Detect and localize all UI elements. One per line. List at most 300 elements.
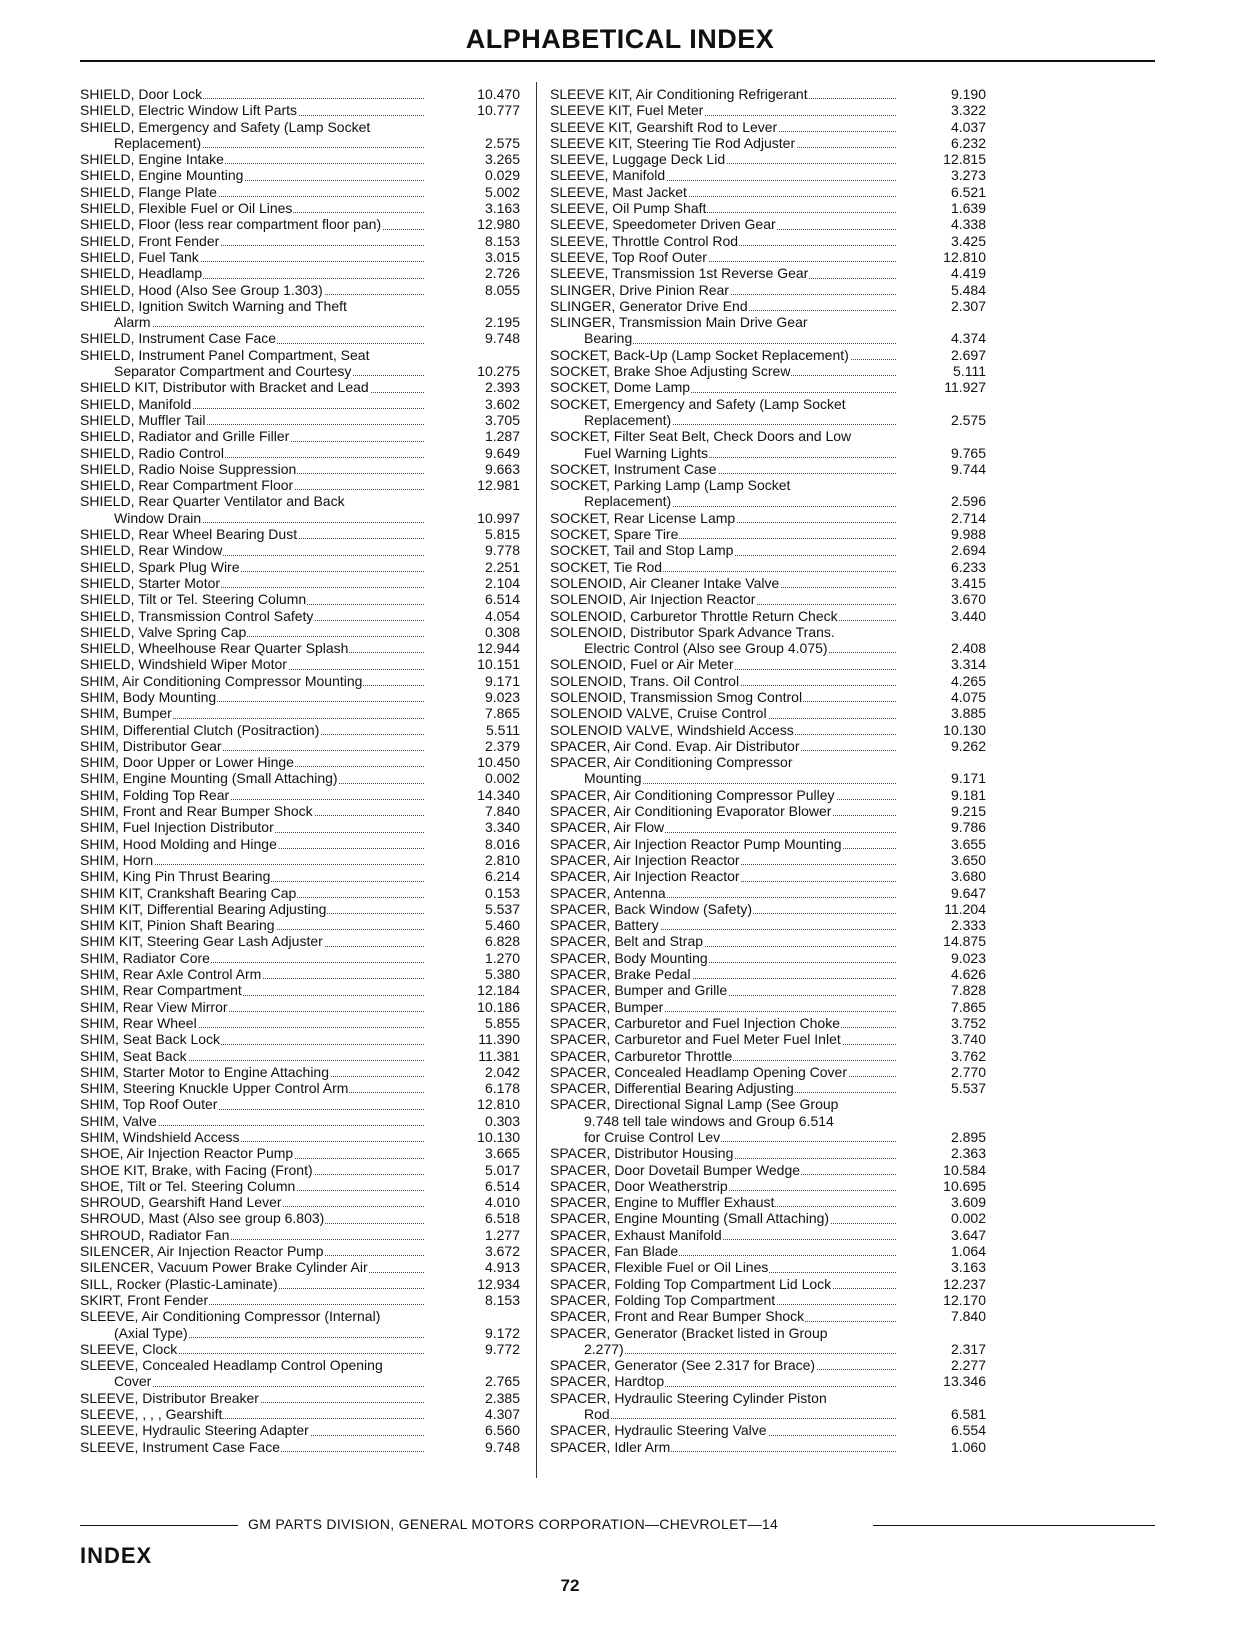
entry-group-number: 6.233	[950, 558, 986, 575]
entry-label	[80, 330, 428, 346]
entry-label	[80, 526, 428, 542]
index-entry	[550, 1357, 986, 1373]
index-entry	[80, 1015, 520, 1031]
entry-group-number: 6.518	[484, 1210, 520, 1227]
entry-group-number: 3.425	[950, 232, 986, 249]
entry-group-number: 2.895	[950, 1129, 986, 1145]
entry-group-number: 2.408	[950, 640, 986, 657]
entry-label	[550, 868, 900, 884]
entry-group-number: 9.647	[950, 884, 986, 901]
entry-text: SHIELD, Front Fender	[80, 232, 220, 249]
entry-group-number: 4.307	[484, 1406, 520, 1423]
index-entry	[550, 950, 986, 966]
entry-text: SHIM, Rear Axle Control Arm	[80, 966, 262, 983]
entry-label	[550, 428, 900, 444]
index-entry	[80, 591, 520, 607]
entry-label	[550, 1096, 900, 1112]
entry-text: SPACER, Door Weatherstrip	[550, 1177, 728, 1194]
entry-label	[80, 379, 428, 395]
entry-group-number: 8.016	[484, 835, 520, 852]
entry-label	[550, 1406, 900, 1422]
entry-text: Window Drain	[80, 510, 202, 526]
entry-label	[550, 1162, 900, 1178]
entry-text: SPACER, Folding Top Compartment Lid Lock	[550, 1275, 832, 1292]
entry-label	[80, 559, 428, 575]
entry-group-number: 6.581	[950, 1406, 986, 1423]
entry-label	[80, 151, 428, 167]
entry-text: SPACER, Air Injection Reactor	[550, 868, 740, 885]
entry-group-number: 9.190	[950, 86, 986, 102]
entry-group-number: 12.184	[477, 982, 520, 999]
entry-label	[80, 868, 428, 884]
entry-text: SHIELD, Flexible Fuel or Oil Lines	[80, 200, 293, 217]
entry-text: SPACER, Fan Blade	[550, 1243, 679, 1260]
entry-label	[550, 836, 900, 852]
entry-text: SPACER, Generator (Bracket listed in Group	[550, 1324, 828, 1341]
entry-label	[550, 591, 900, 607]
footer	[80, 1516, 1155, 1536]
entry-text: SPACER, Differential Bearing Adjusting	[550, 1080, 794, 1097]
entry-label	[80, 689, 428, 705]
entry-group-number: 2.575	[484, 134, 520, 151]
index-entry	[80, 445, 520, 461]
entry-group-number: 4.054	[484, 607, 520, 624]
entry-label	[80, 1357, 428, 1373]
entry-label	[550, 86, 900, 102]
entry-label	[550, 770, 900, 786]
entry-text: Electric Control (Also see Group 4.075)	[550, 640, 829, 656]
entry-label	[80, 1031, 428, 1047]
title-rule	[80, 60, 1155, 62]
entry-text: SPACER, Flexible Fuel or Oil Lines	[550, 1259, 769, 1276]
entry-text: SILL, Rocker (Plastic-Laminate)	[80, 1275, 278, 1292]
entry-label	[550, 510, 900, 526]
entry-group-number: 3.273	[950, 167, 986, 184]
entry-text: SLEEVE, Hydraulic Steering Adapter	[80, 1422, 309, 1439]
entry-text: SHIELD KIT, Distributor with Bracket and Lead	[80, 379, 369, 396]
index-entry	[550, 575, 986, 591]
entry-label	[550, 689, 900, 705]
index-entry	[80, 868, 520, 884]
index-entry	[80, 477, 520, 493]
entry-text: SOCKET, Spare Tire	[550, 526, 679, 543]
index-entry	[550, 412, 986, 428]
index-entry	[550, 917, 986, 933]
index-entry	[550, 1048, 986, 1064]
entry-group-number: 9.988	[950, 526, 986, 543]
index-entry	[550, 347, 986, 363]
entry-label	[80, 933, 428, 949]
entry-label	[550, 738, 900, 754]
entry-label	[550, 885, 900, 901]
entry-label	[550, 1129, 900, 1145]
entry-label	[550, 917, 900, 933]
entry-text: SHIELD, Floor (less rear compartment floor pan)	[80, 216, 382, 233]
index-entry	[550, 1325, 986, 1341]
entry-label	[550, 1357, 900, 1373]
index-entry	[80, 982, 520, 998]
entry-text: SOCKET, Rear License Lamp	[550, 509, 736, 526]
entry-group-number: 6.828	[484, 933, 520, 950]
entry-text: SLINGER, Drive Pinion Rear	[550, 281, 729, 298]
entry-text: SPACER, Hydraulic Steering Valve	[550, 1422, 767, 1439]
entry-text: SPACER, Front and Rear Bumper Shock	[550, 1308, 805, 1325]
entry-group-number: 3.655	[950, 835, 986, 852]
entry-text: SPACER, Air Injection Reactor	[550, 851, 740, 868]
entry-label	[550, 1194, 900, 1210]
entry-group-number: 8.153	[484, 232, 520, 249]
entry-label	[80, 445, 428, 461]
entry-text: SHIELD, Instrument Panel Compartment, Seat	[80, 346, 370, 363]
index-entry	[550, 1243, 986, 1259]
entry-group-number: 1.060	[950, 1438, 986, 1455]
entry-text: SPACER, Air Conditioning Compressor Pulley	[550, 786, 835, 803]
entry-label	[550, 1308, 900, 1324]
index-entry	[80, 770, 520, 786]
entry-text: SPACER, Brake Pedal	[550, 966, 691, 983]
entry-text: SHIM, Front and Rear Bumper Shock	[80, 803, 313, 820]
index-entry	[80, 950, 520, 966]
entry-group-number: 14.875	[943, 933, 986, 950]
entry-group-number: 6.514	[484, 591, 520, 608]
entry-group-number: 0.308	[484, 623, 520, 640]
entry-text: SHIM KIT, Pinion Shaft Bearing	[80, 917, 275, 934]
entry-label	[550, 852, 900, 868]
entry-label	[80, 966, 428, 982]
entry-group-number: 2.385	[484, 1389, 520, 1406]
entry-group-number: 4.265	[950, 672, 986, 689]
index-entry	[550, 673, 986, 689]
entry-group-number: 3.705	[484, 411, 520, 428]
footer-text: GM PARTS DIVISION, GENERAL MOTORS CORPORATION—CHEVROLET—14	[248, 1516, 779, 1532]
entry-label	[80, 917, 428, 933]
entry-label	[550, 135, 900, 151]
entry-text: SOCKET, Filter Seat Belt, Check Doors and Low	[550, 428, 852, 445]
entry-label	[80, 1178, 428, 1194]
entry-text: SPACER, Air Conditioning Evaporator Blower	[550, 803, 832, 820]
entry-text: SPACER, Bumper	[550, 998, 664, 1015]
entry-group-number: 5.537	[950, 1080, 986, 1097]
entry-text: SHIELD, Rear Window	[80, 542, 223, 559]
entry-group-number: 9.215	[950, 803, 986, 820]
entry-label	[550, 102, 900, 118]
index-entry	[80, 1276, 520, 1292]
entry-group-number: 3.163	[950, 1259, 986, 1276]
index-entry	[80, 1129, 520, 1145]
entry-text: SHROUD, Radiator Fan	[80, 1226, 230, 1243]
entry-group-number: 9.172	[484, 1324, 520, 1341]
index-entry	[550, 1373, 986, 1389]
entry-group-number: 10.151	[477, 656, 520, 673]
entry-label	[550, 1064, 900, 1080]
entry-label	[550, 445, 900, 461]
index-entry	[550, 1276, 986, 1292]
entry-label	[550, 412, 900, 428]
entry-text: SLEEVE, , , , Gearshift	[80, 1406, 223, 1423]
index-entry	[80, 102, 520, 118]
entry-text: SPACER, Door Dovetail Bumper Wedge	[550, 1161, 801, 1178]
index-entry	[550, 1259, 986, 1275]
entry-group-number: 4.913	[484, 1259, 520, 1276]
entry-group-number: 0.303	[484, 1112, 520, 1129]
index-entry	[550, 608, 986, 624]
entry-label	[80, 298, 428, 314]
entry-group-number: 4.037	[950, 118, 986, 135]
entry-label	[550, 493, 900, 509]
entry-label	[80, 1113, 428, 1129]
entry-group-number: 4.419	[950, 265, 986, 282]
entry-label	[80, 347, 428, 363]
entry-label	[550, 1276, 900, 1292]
index-entry	[550, 1292, 986, 1308]
entry-label	[80, 493, 428, 509]
entry-text: SHIELD, Transmission Control Safety	[80, 607, 314, 624]
index-entry	[80, 1406, 520, 1422]
entry-text: for Cruise Control Lev	[550, 1129, 721, 1145]
entry-text: SHIM, Radiator Core	[80, 949, 210, 966]
index-entry	[80, 314, 520, 330]
entry-label	[80, 738, 428, 754]
index-entry	[80, 705, 520, 721]
index-entry	[550, 200, 986, 216]
entry-group-number: 3.340	[484, 819, 520, 836]
index-entry	[80, 1080, 520, 1096]
entry-label	[550, 167, 900, 183]
entry-text: SHIELD, Rear Wheel Bearing Dust	[80, 526, 298, 543]
entry-group-number: 9.748	[484, 1438, 520, 1455]
entry-group-number: 2.596	[950, 493, 986, 510]
entry-text: SHIELD, Emergency and Safety (Lamp Socket	[80, 118, 371, 135]
index-entry	[550, 1096, 986, 1112]
entry-text: SHIM, Horn	[80, 851, 154, 868]
entry-group-number: 2.697	[950, 346, 986, 363]
entry-text: SHIM KIT, Differential Bearing Adjusting	[80, 900, 327, 917]
entry-text: SHIM, Air Conditioning Compressor Mounting	[80, 672, 363, 689]
index-entry	[550, 868, 986, 884]
entry-label	[80, 950, 428, 966]
entry-label	[80, 1080, 428, 1096]
entry-group-number: 3.670	[950, 591, 986, 608]
index-entry	[550, 999, 986, 1015]
entry-group-number: 7.840	[950, 1308, 986, 1325]
entry-text: Replacement)	[550, 412, 672, 428]
entry-text: SLEEVE, Mast Jacket	[550, 183, 687, 200]
entry-text: SHIM, Fuel Injection Distributor	[80, 819, 274, 836]
entry-group-number: 3.163	[484, 200, 520, 217]
entry-text: SPACER, Air Injection Reactor Pump Mounting	[550, 835, 842, 852]
entry-label	[80, 787, 428, 803]
entry-label	[80, 396, 428, 412]
entry-text: SHIELD, Flange Plate	[80, 183, 217, 200]
entry-label	[80, 184, 428, 200]
index-entry	[80, 233, 520, 249]
index-entry	[80, 542, 520, 558]
index-entry	[550, 167, 986, 183]
index-entry	[80, 298, 520, 314]
index-column-left	[80, 86, 520, 1455]
entry-group-number: 3.265	[484, 151, 520, 168]
entry-label	[550, 950, 900, 966]
entry-label	[550, 119, 900, 135]
entry-group-number: 0.002	[484, 770, 520, 787]
index-entry	[80, 167, 520, 183]
entry-text: Replacement)	[550, 493, 672, 509]
entry-label	[550, 314, 900, 330]
entry-group-number: 5.855	[484, 1014, 520, 1031]
entry-text: SHIELD, Hood (Also See Group 1.303)	[80, 281, 323, 298]
entry-text: SOLENOID VALVE, Windshield Access	[550, 721, 794, 738]
index-entry	[80, 1064, 520, 1080]
index-entry	[80, 1341, 520, 1357]
entry-label	[80, 1096, 428, 1112]
index-entry	[80, 1210, 520, 1226]
entry-text: SLEEVE, Manifold	[550, 167, 666, 184]
entry-label	[550, 1210, 900, 1226]
entry-text: SHIELD, Windshield Wiper Motor	[80, 656, 287, 673]
entry-group-number: 3.602	[484, 395, 520, 412]
index-entry	[80, 624, 520, 640]
index-entry	[80, 510, 520, 526]
entry-label	[550, 982, 900, 998]
entry-label	[80, 86, 428, 102]
entry-group-number: 2.575	[950, 411, 986, 428]
entry-label	[80, 1162, 428, 1178]
entry-text: SLEEVE KIT, Steering Tie Rod Adjuster	[550, 134, 796, 151]
entry-label	[550, 1243, 900, 1259]
entry-group-number: 2.714	[950, 509, 986, 526]
index-entry	[80, 738, 520, 754]
entry-group-number: 6.560	[484, 1422, 520, 1439]
entry-group-number: 5.380	[484, 966, 520, 983]
entry-group-number: 3.680	[950, 868, 986, 885]
entry-text: SOLENOID, Transmission Smog Control	[550, 688, 803, 705]
entry-text: SHIM, Rear Wheel	[80, 1014, 197, 1031]
entry-text: SHIELD, Tilt or Tel. Steering Column	[80, 591, 307, 608]
entry-group-number: 1.639	[950, 200, 986, 217]
entry-text: SILENCER, Air Injection Reactor Pump	[80, 1243, 324, 1260]
entry-label	[550, 363, 900, 379]
entry-text: SHIM, Folding Top Rear	[80, 786, 230, 803]
entry-text: SPACER, Hydraulic Steering Cylinder Piston	[550, 1389, 827, 1406]
index-entry	[550, 461, 986, 477]
entry-text: SLEEVE KIT, Gearshift Rod to Lever	[550, 118, 778, 135]
entry-label	[80, 265, 428, 281]
entry-group-number: 11.381	[478, 1047, 520, 1064]
entry-label	[80, 1129, 428, 1145]
entry-group-number: 4.338	[950, 216, 986, 233]
entry-label	[80, 1325, 428, 1341]
entry-group-number: 8.055	[484, 281, 520, 298]
index-entry	[80, 1227, 520, 1243]
index-entry	[80, 412, 520, 428]
entry-label	[550, 1341, 900, 1357]
entry-label	[80, 608, 428, 624]
entry-text: SPACER, Engine Mounting (Small Attaching)	[550, 1210, 830, 1227]
index-entry	[550, 445, 986, 461]
index-entry	[80, 493, 520, 509]
index-entry	[550, 542, 986, 558]
entry-text: SPACER, Air Flow	[550, 819, 665, 836]
entry-text: SOLENOID, Distributor Spark Advance Trans.	[550, 623, 835, 640]
index-entry	[80, 885, 520, 901]
index-entry	[80, 1390, 520, 1406]
entry-group-number: 9.748	[484, 330, 520, 347]
entry-label	[550, 396, 900, 412]
entry-label	[80, 412, 428, 428]
entry-label	[550, 1113, 900, 1129]
entry-text: (Axial Type)	[80, 1325, 189, 1341]
entry-label	[550, 265, 900, 281]
index-entry	[550, 233, 986, 249]
entry-label	[550, 624, 900, 640]
index-entry	[550, 803, 986, 819]
entry-group-number: 3.762	[950, 1047, 986, 1064]
entry-text: SHIELD, Instrument Case Face	[80, 330, 277, 347]
entry-text: SLEEVE, Distributor Breaker	[80, 1389, 259, 1406]
entry-group-number: 5.017	[484, 1161, 520, 1178]
entry-label	[80, 167, 428, 183]
entry-label	[80, 640, 428, 656]
index-entry	[80, 1113, 520, 1129]
entry-label	[550, 347, 900, 363]
entry-group-number: 5.460	[484, 917, 520, 934]
index-entry	[550, 656, 986, 672]
entry-text: SPACER, Carburetor and Fuel Meter Fuel Inlet	[550, 1031, 841, 1048]
entry-text: SOCKET, Instrument Case	[550, 460, 717, 477]
entry-label	[80, 542, 428, 558]
index-entry	[80, 1178, 520, 1194]
entry-label	[80, 477, 428, 493]
entry-label	[550, 1292, 900, 1308]
entry-text: SPACER, Exhaust Manifold	[550, 1226, 722, 1243]
entry-text: SHIM, King Pin Thrust Bearing	[80, 868, 271, 885]
index-entry	[80, 379, 520, 395]
index-entry	[550, 330, 986, 346]
entry-group-number: 2.393	[484, 379, 520, 396]
entry-label	[550, 819, 900, 835]
entry-text: SHIELD, Radiator and Grille Filler	[80, 428, 290, 445]
entry-label	[550, 1325, 900, 1341]
entry-label	[550, 233, 900, 249]
entry-text: SLEEVE, Concealed Headlamp Control Opening	[80, 1357, 383, 1374]
entry-label	[550, 673, 900, 689]
index-entry	[550, 1194, 986, 1210]
entry-group-number: 7.865	[950, 998, 986, 1015]
entry-text: SHROUD, Mast (Also see group 6.803)	[80, 1210, 325, 1227]
entry-text: SLEEVE KIT, Fuel Meter	[550, 102, 704, 119]
entry-text: SHIELD, Engine Mounting	[80, 167, 244, 184]
index-entry	[80, 249, 520, 265]
index-entry	[550, 1145, 986, 1161]
entry-group-number: 9.171	[950, 770, 986, 787]
entry-label	[80, 852, 428, 868]
entry-group-number: 10.997	[477, 509, 520, 526]
entry-label	[550, 722, 900, 738]
index-entry	[80, 689, 520, 705]
entry-group-number: 3.647	[950, 1226, 986, 1243]
entry-label	[80, 1210, 428, 1226]
entry-group-number: 2.379	[484, 737, 520, 754]
entry-group-number: 12.980	[477, 216, 520, 233]
index-entry	[550, 885, 986, 901]
entry-group-number: 7.828	[950, 982, 986, 999]
entry-label	[80, 770, 428, 786]
entry-text: SOLENOID, Trans. Oil Control	[550, 672, 740, 689]
entry-group-number: 14.340	[477, 786, 520, 803]
entry-group-number: 2.277	[950, 1357, 986, 1374]
entry-text: SLEEVE, Instrument Case Face	[80, 1438, 280, 1455]
index-entry	[80, 559, 520, 575]
